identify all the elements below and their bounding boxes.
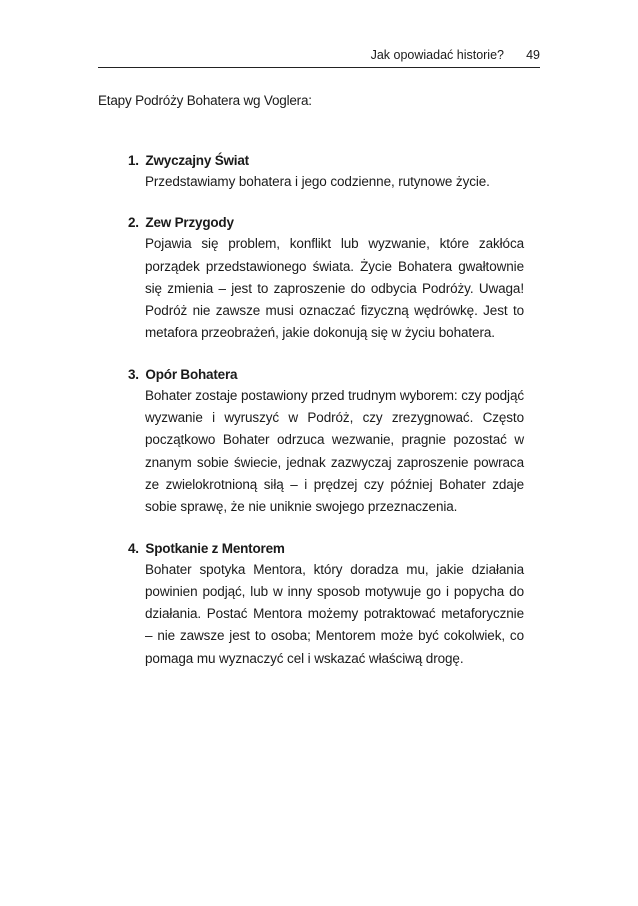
stage-description: Przedstawiamy bohatera i jego codzienne, rutynowe życie. xyxy=(145,174,490,189)
list-item xyxy=(128,539,524,670)
stage-description: Bohater zostaje postawiony przed trudnym wyborem: czy podjąć wyzwanie i wyruszyć w Podróż, czy zrezygnować. Często początkowo Bohater odrzuca wezwanie, pragnie pozostać w znanym sobie świecie, jednak zazwyczaj zaproszenie powraca ze zwielokrotnioną siłą – i prędzej czy później Bohater zdaje sobie sprawę, że nie uniknie swojego przeznaczenia. xyxy=(145,387,524,515)
stage-title: Zwyczajny Świat xyxy=(145,153,249,168)
list-item xyxy=(128,213,524,344)
stage-number: 1. xyxy=(128,153,139,168)
list-item xyxy=(128,151,524,193)
stage-number: 4. xyxy=(128,540,139,556)
stage-heading xyxy=(128,365,524,385)
stages-list xyxy=(128,151,524,690)
running-title: Jak opowiadać historie? xyxy=(370,48,504,62)
intro-heading: Etapy Podróży Bohatera wg Voglera: xyxy=(98,93,312,108)
stage-heading xyxy=(128,539,524,559)
stage-title: Zew Przygody xyxy=(145,215,234,231)
stage-number: 3. xyxy=(128,366,139,382)
header-rule xyxy=(98,67,540,68)
stage-description: Bohater spotyka Mentora, który doradza mu, jakie działania powinien podjąć, lub w inny sposob motywuje go i popycha do działania. Postać Mentora możemy potraktować metaforycznie – nie zawsze jest to osoba; Mentorem może być cokolwiek, co pomaga mu wyznaczyć cel i wskazać właściwą drogę. xyxy=(145,561,524,666)
stage-number: 2. xyxy=(128,215,139,231)
stage-title: Opór Bohatera xyxy=(145,366,238,382)
stage-heading xyxy=(128,151,524,171)
page-number: 49 xyxy=(526,48,540,62)
stage-description: Pojawia się problem, konflikt lub wyzwanie, które zakłóca porządek przedstawionego świata. Życie Bohatera gwałtownie się zmienia – jest to zaproszenie do odbycia Podróży. Uwaga! Podróż nie zawsze musi oznaczać fizyczną wędrówkę. Jest to metafora przeobrażeń, jakie dokonują się w życiu bohatera. xyxy=(145,236,524,341)
stage-heading xyxy=(128,213,524,233)
list-item xyxy=(128,365,524,519)
running-header xyxy=(98,48,540,68)
stage-title: Spotkanie z Mentorem xyxy=(145,540,285,556)
